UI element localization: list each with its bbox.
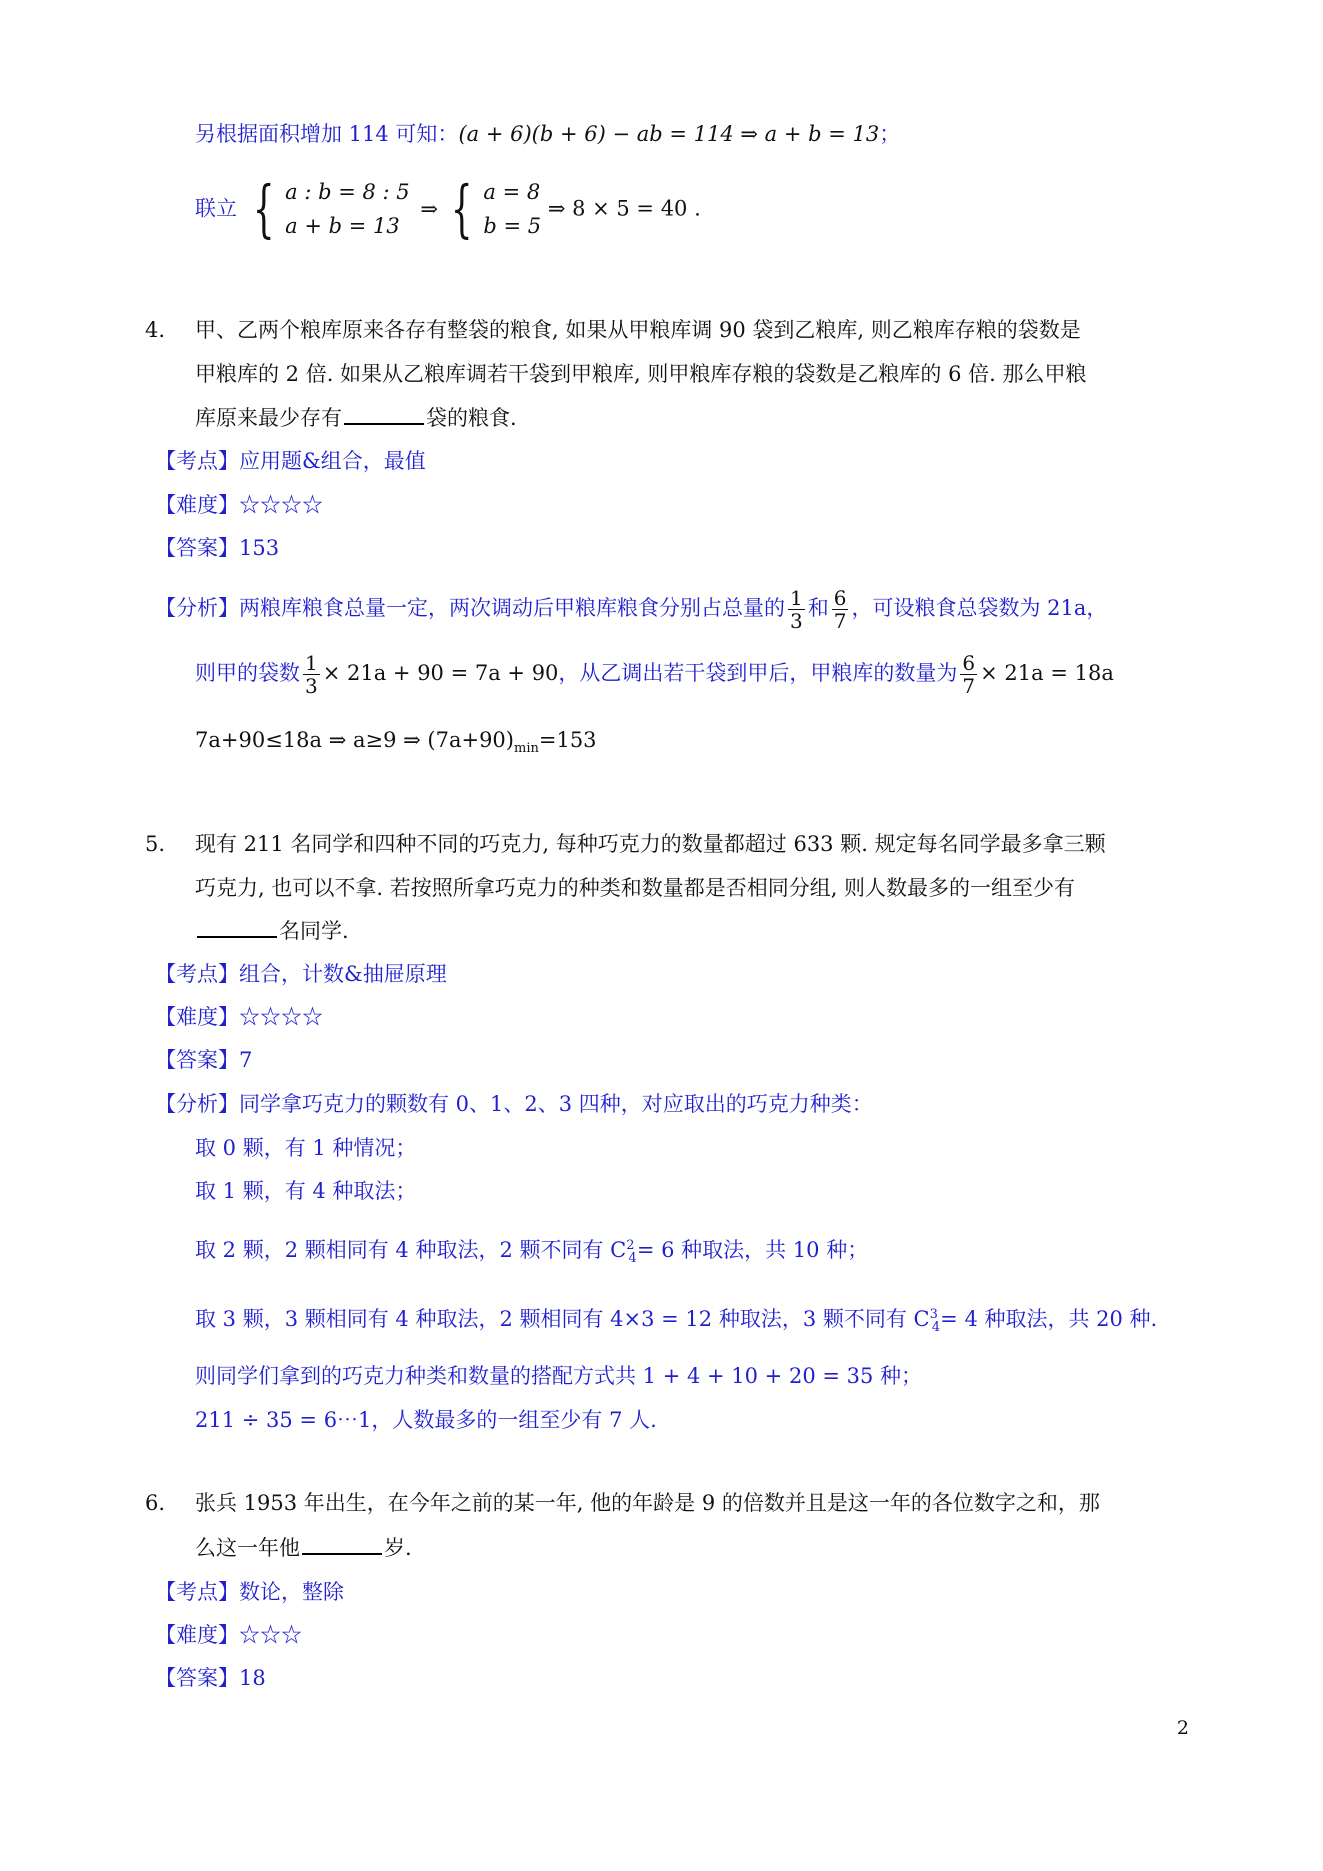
kaodian-tag: 【考点】	[155, 962, 239, 986]
fenxi-text-5b: = 4 种取法，共 20 种.	[940, 1307, 1158, 1331]
combine-result: ⇒ 8 × 5 = 40 .	[547, 196, 701, 221]
kaodian-value: 数论，整除	[239, 1580, 344, 1604]
q6-daan	[155, 1664, 266, 1692]
c-subscript: 4	[628, 1251, 637, 1267]
q6-number: 6.	[145, 1491, 166, 1515]
q4-fenxi-line-1	[155, 580, 1107, 636]
fenxi-text-2c: ，从乙调出若干袋到甲后，甲粮库的数量为	[558, 661, 958, 685]
q6-line-2-start: 么这一年他	[195, 1536, 300, 1560]
q4-line-1: 甲、乙两个粮库原来各存有整袋的粮食, 如果从甲粮库调 90 袋到乙粮库, 则乙粮库存粮的袋数是	[195, 318, 1081, 342]
frac-den: 3	[305, 674, 318, 698]
area-equation-line	[195, 120, 900, 148]
min-subscript: min	[514, 741, 539, 757]
page-number: 2	[1176, 1717, 1189, 1739]
answer-blank	[197, 916, 277, 938]
answer-blank	[302, 1533, 382, 1555]
frac-num: 6	[962, 651, 976, 675]
combine-prefix: 联立	[195, 196, 237, 221]
system-2	[483, 175, 541, 243]
q4-fenxi-line-2	[195, 645, 1114, 701]
left-brace-icon-2: {	[450, 171, 473, 245]
fraction-6-7-b	[960, 652, 977, 697]
q5-line-3	[195, 916, 349, 945]
q6-line-1: 张兵 1953 年出生，在今年之前的某一年, 他的年龄是 9 的倍数并且是这一年的各位数字之和，那	[195, 1491, 1100, 1515]
fenxi-text-2b: × 21a + 90 = 7a + 90	[322, 661, 559, 685]
q5-fenxi-line-5	[195, 1301, 1157, 1342]
q5-fenxi-line-1	[155, 1090, 873, 1118]
q4-line-3-end: 袋的粮食.	[426, 406, 517, 430]
q5-line-3-end: 名同学.	[279, 919, 349, 943]
q6-line-2	[195, 1533, 412, 1562]
frac-num: 1	[305, 651, 318, 675]
q5-number: 5.	[145, 832, 166, 856]
q5-fenxi-line-4	[195, 1232, 868, 1273]
q4-fenxi-line-3	[195, 726, 597, 763]
nandu-stars: ☆☆☆☆	[239, 493, 323, 517]
fenxi-text-2a: 则甲的袋数	[195, 661, 300, 685]
combine-line	[195, 171, 701, 245]
nandu-tag: 【难度】	[155, 493, 239, 517]
fraction-1-3	[788, 587, 805, 632]
daan-value: 7	[239, 1048, 253, 1072]
fenxi-text-5a: 取 3 颗，3 颗相同有 4 种取法，2 颗相同有 4×3 = 12 种取法，3 颗不同有 C	[195, 1307, 930, 1331]
answer-blank	[344, 403, 424, 425]
c-subscript: 4	[931, 1320, 941, 1336]
fenxi-tag: 【分析】	[155, 596, 239, 620]
inequality-end: =153	[538, 728, 597, 752]
system-1-row-2: a + b = 13	[285, 213, 400, 238]
q5-kaodian	[155, 960, 447, 988]
nandu-stars: ☆☆☆☆	[239, 1005, 323, 1029]
q5-fenxi-line-6: 则同学们拿到的巧克力种类和数量的搭配方式共 1 + 4 + 10 + 20 = 35 种；	[195, 1364, 923, 1388]
q5-line-1: 现有 211 名同学和四种不同的巧克力, 每种巧克力的数量都超过 633 颗. 规定每名同学最多拿三颗	[195, 832, 1106, 856]
daan-tag: 【答案】	[155, 536, 239, 560]
fenxi-text-1a: 两粮库粮食总量一定，两次调动后甲粮库粮食分别占总量的	[239, 596, 785, 620]
fenxi-text-4a: 取 2 颗，2 颗相同有 4 种取法，2 颗不同有 C	[195, 1238, 627, 1262]
fraction-6-7	[832, 587, 849, 632]
fenxi-text-1c: ，可设粮食总袋数为 21a，	[851, 596, 1108, 620]
kaodian-tag: 【考点】	[155, 449, 239, 473]
q6-kaodian	[155, 1578, 344, 1606]
fenxi-text-1b: 和	[807, 596, 829, 620]
q4-kaodian	[155, 447, 426, 475]
implies-arrow: ⇒	[420, 196, 438, 221]
area-equation-prefix: 另根据面积增加 114 可知：	[195, 122, 459, 146]
q4-line-2: 甲粮库的 2 倍. 如果从乙粮库调若干袋到甲粮库, 则甲粮库存粮的袋数是乙粮库的 6 倍. 那么甲粮	[195, 362, 1087, 386]
frac-den: 3	[790, 609, 803, 633]
frac-num: 1	[790, 586, 803, 610]
nandu-tag: 【难度】	[155, 1623, 239, 1647]
nandu-stars: ☆☆☆	[239, 1623, 302, 1647]
kaodian-value: 组合，计数&抽屉原理	[239, 962, 447, 986]
q5-fenxi-line-2: 取 0 颗，有 1 种情况；	[195, 1136, 417, 1160]
fraction-1-3-b	[303, 652, 320, 697]
daan-tag: 【答案】	[155, 1666, 239, 1690]
q6-nandu	[155, 1621, 302, 1649]
q4-line-3	[195, 403, 517, 432]
q4-line-3-start: 库原来最少存有	[195, 406, 342, 430]
c-superscript: 2	[626, 1238, 635, 1253]
frac-den: 7	[962, 674, 976, 698]
c-superscript: 3	[929, 1307, 938, 1322]
fenxi-text-2d: × 21a = 18a	[980, 661, 1114, 685]
q5-nandu	[155, 1003, 323, 1031]
fenxi-text-4b: = 6 种取法，共 10 种；	[636, 1238, 869, 1262]
q5-daan	[155, 1046, 252, 1074]
system-2-row-1: a = 8	[483, 179, 541, 204]
daan-value: 153	[239, 536, 280, 560]
daan-tag: 【答案】	[155, 1048, 239, 1072]
area-equation-suffix: ；	[879, 122, 901, 146]
q5-fenxi-line-3: 取 1 颗，有 4 种取法；	[195, 1179, 417, 1203]
fenxi-tag: 【分析】	[155, 1092, 239, 1116]
system-2-row-2: b = 5	[483, 213, 542, 238]
q4-number: 4.	[145, 318, 166, 342]
inequality: 7a+90≤18a ⇒ a≥9 ⇒ (7a+90)	[195, 728, 514, 752]
q5-fenxi-line-7: 211 ÷ 35 = 6⋯1，人数最多的一组至少有 7 人.	[195, 1408, 657, 1432]
q4-nandu	[155, 491, 323, 519]
nandu-tag: 【难度】	[155, 1005, 239, 1029]
system-1	[285, 175, 409, 243]
q6-line-2-end: 岁.	[384, 1536, 412, 1560]
fenxi-text-1: 同学拿巧克力的颗数有 0、1、2、3 四种，对应取出的巧克力种类：	[239, 1092, 873, 1116]
left-brace-icon: {	[252, 171, 275, 245]
kaodian-tag: 【考点】	[155, 1580, 239, 1604]
q5-line-2: 巧克力, 也可以不拿. 若按照所拿巧克力的种类和数量都是否相同分组, 则人数最多的一组至少有	[195, 876, 1076, 900]
frac-num: 6	[833, 586, 847, 610]
frac-den: 7	[833, 609, 847, 633]
q4-daan	[155, 534, 279, 562]
daan-value: 18	[239, 1666, 266, 1690]
area-equation-formula: (a + 6)(b + 6) − ab = 114 ⇒ a + b = 13	[458, 122, 880, 146]
kaodian-value: 应用题&组合，最值	[239, 449, 426, 473]
system-1-row-1: a : b = 8 : 5	[285, 179, 410, 204]
